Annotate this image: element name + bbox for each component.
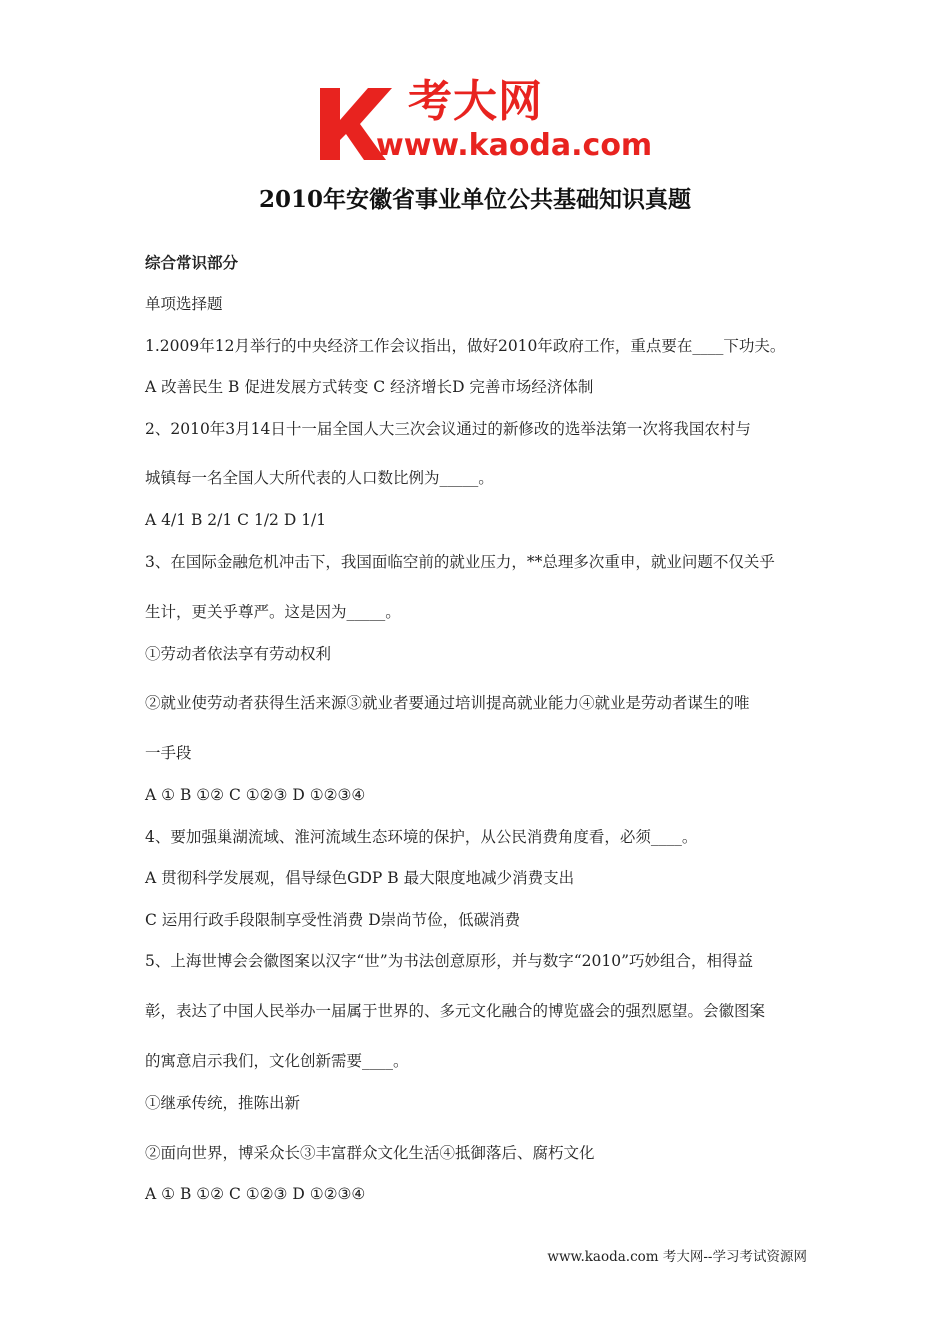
page-footer: www.kaoda.com 考大网--学习考试资源网 xyxy=(547,1249,807,1265)
logo-brand-url: www.kaoda.com xyxy=(376,128,653,163)
question-1-text: 1.2009年12月举行的中央经济工作会议指出，做好2010年政府工作，重点要在____下功夫。 xyxy=(145,337,786,355)
question-3-options: A ① B ①② C ①②③ D ①②③④ xyxy=(145,786,366,804)
question-2-text: 2、2010年3月14日十一届全国人大三次会议通过的新修改的选举法第一次将我国农村与 xyxy=(145,420,751,438)
question-4-options-cd: C 运用行政手段限制享受性消费 D崇尚节俭，低碳消费 xyxy=(145,911,521,929)
question-3-text: 3、在国际金融危机冲击下，我国面临空前的就业压力，**总理多次重申，就业问题不仅关乎 xyxy=(145,553,775,571)
kaoda-logo xyxy=(316,76,653,166)
question-3-text-cont: 生计，更关乎尊严。这是因为_____。 xyxy=(145,603,401,621)
question-5-options: A ① B ①② C ①②③ D ①②③④ xyxy=(145,1185,366,1203)
question-5-text-cont-1: 彰，表达了中国人民举办一届属于世界的、多元文化融合的博览盛会的强烈愿望。会徽图案 xyxy=(145,1002,766,1020)
question-5-statements: ②面向世界，博采众长③丰富群众文化生活④抵御落后、腐朽文化 xyxy=(145,1144,595,1162)
question-2-text-cont: 城镇每一名全国人大所代表的人口数比例为_____。 xyxy=(145,469,494,487)
question-5-text-cont-2: 的寓意启示我们，文化创新需要____。 xyxy=(145,1052,409,1070)
question-3-statements: ②就业使劳动者获得生活来源③就业者要通过培训提高就业能力④就业是劳动者谋生的唯 xyxy=(145,694,750,712)
question-4-options-ab: A 贯彻科学发展观，倡导绿色GDP B 最大限度地减少消费支出 xyxy=(145,869,575,887)
logo-brand-cn: 考大网 xyxy=(408,76,543,127)
question-5-text: 5、上海世博会会徽图案以汉字“世”为书法创意原形，并与数字“2010”巧妙组合，相得益 xyxy=(145,952,754,970)
question-4-text: 4、要加强巢湖流域、淮河流域生态环境的保护，从公民消费角度看，必须____。 xyxy=(145,828,698,846)
section-heading: 综合常识部分 xyxy=(145,253,239,272)
subsection-heading: 单项选择题 xyxy=(145,295,223,313)
question-5-statement-1: ①继承传统，推陈出新 xyxy=(145,1094,301,1112)
question-3-statements-cont: 一手段 xyxy=(145,744,192,762)
question-1-options: A 改善民生 B 促进发展方式转变 C 经济增长D 完善市场经济体制 xyxy=(145,378,594,396)
page-title: 2010年安徽省事业单位公共基础知识真题 xyxy=(258,186,691,213)
question-3-statement-1: ①劳动者依法享有劳动权利 xyxy=(145,645,332,663)
question-2-options: A 4/1 B 2/1 C 1/2 D 1/1 xyxy=(145,511,327,529)
